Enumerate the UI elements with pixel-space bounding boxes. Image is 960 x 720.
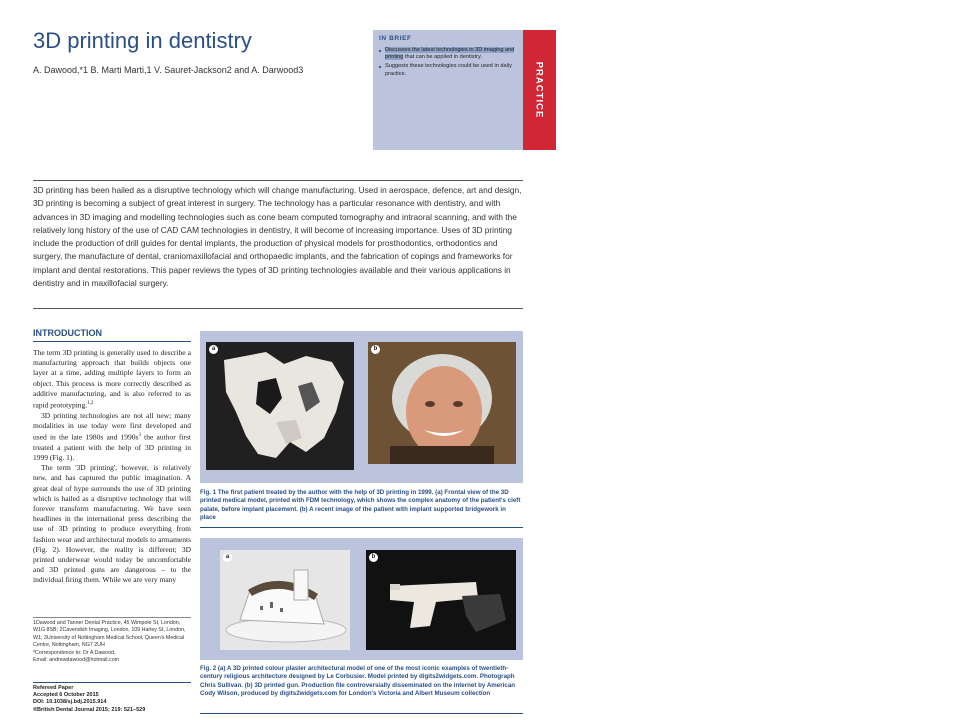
selected-text-highlight[interactable]: Discusses the latest technologies in 3D imaging and printing: [385, 47, 515, 61]
correspondence-text: *Correspondence to: Dr A Dawood,: [33, 649, 116, 656]
article-metadata: [33, 685, 191, 714]
in-brief-heading: IN BRIEF: [379, 35, 412, 42]
patient-portrait-image: [368, 342, 516, 464]
abstract-top-rule: [33, 180, 523, 181]
in-brief-list: [379, 47, 517, 78]
intro-paragraph: [33, 411, 191, 464]
figure-2-caption-rule: [200, 713, 523, 714]
in-brief-item-text: that can be applied in dentistry.: [403, 54, 482, 61]
affiliations: [33, 620, 191, 664]
section-tab-practice: [523, 30, 556, 150]
figure-1a-tag: a: [209, 345, 218, 354]
meta-refereed: Refereed Paper: [33, 685, 74, 691]
architectural-model-image: [220, 550, 350, 650]
in-brief-box: [373, 30, 523, 150]
introduction-rule: [33, 341, 191, 342]
citation-ref: 3: [138, 433, 141, 439]
intro-p1: The term 3D printing is generally used to describe a manufacturing approach that builds objects one layer at a time, adding multiple layers to form an object. This process is more correctly described as additive manufacturing, and is also referred to as rapid prototyping.: [33, 348, 191, 410]
meta-accepted: Accepted 6 October 2015: [33, 692, 99, 699]
printed-gun-image: [366, 550, 516, 650]
figure-2-caption: Fig. 2 (a) A 3D printed colour plaster architectural model of one of the most iconic examples of twentieth-century religious architecture designed by Le Corbusier. Model printed by digits2widgets.com. Photograph Chris Sullivan. (b) 3D printed gun. Production file controversially disseminated on the internet by American Cody Wilson, produced by digits2widgets.com for London's Victoria and Albert Museum collection: [200, 665, 516, 698]
figure-1-panel: [200, 331, 523, 483]
correspondence-email: Email: andrewdawood@hotmail.com: [33, 657, 120, 664]
meta-rule: [33, 682, 191, 683]
figure-2a-photo: [220, 550, 350, 650]
intro-p2: 3D printing technologies are not all new; many modalities in use today were first developed and used in the late 1980s and 1990s: [33, 410, 191, 442]
affiliation-rule: [33, 617, 191, 618]
figure-2b-photo: [366, 550, 516, 650]
article-title: 3D printing in dentistry: [33, 28, 252, 53]
figure-1b-photo: [368, 342, 516, 464]
affiliation-text: 1Dawood and Tanner Dental Practice, 45 Wimpole St, London, W1G 8SB; 2Cavendish Imaging, London, 109 Harley St, London, W1; 3University of Nottingham Medical School, Queen's Medical Centre, Nottingham, NG7 2UH: [33, 620, 186, 649]
figure-2a-tag: a: [223, 553, 232, 562]
figure-1-caption: Fig. 1 The first patient treated by the author with the help of 3D printing in 1999. (a) Frontal view of the 3D printed medical model, printed with FDM technology, which shows the complex anatomy of the patient's cleft palate, before implant placement. (b) A recent image of the patient with implant supported bridgework in place: [200, 489, 521, 522]
figure-1-caption-rule: [200, 527, 523, 528]
introduction-body: [33, 348, 191, 586]
abstract-bottom-rule: [33, 308, 523, 309]
abstract-text: 3D printing has been hailed as a disruptive technology which will change manufacturing. Used in aerospace, defence, art and design, 3D printing is becoming a subject of great interest in surgery. The technology has a particular resonance with dentistry, and with advances in 3D imaging and modelling technologies such as cone beam computed tomography and intraoral scanning, and with the relatively long history of the use of CAD CAM technologies in dentistry, it will become of increasing importance. Uses of 3D printing include the production of drill guides for dental implants, the production of physical models for prosthodontics, orthodontics and surgery, the manufacture of dental, craniomaxillofacial and orthopaedic implants, and the fabrication of copings and frameworks for implant and dental restorations. This paper reviews the types of 3D printing technologies available and their various applications in dentistry and in maxillofacial surgery.: [33, 185, 522, 289]
in-brief-item: [379, 47, 517, 61]
intro-paragraph: The term '3D printing', however, is relatively new, and has captured the public imagination. A great deal of hype surrounds the use of 3D printing which is hailed as a disruptive technology that will forever transform manufacturing. We have seen headlines in the international press describing the use of 3D printing to produce everything from fashion wear and architectural models to armaments (Fig. 2). However, the reality is different; 3D printed underwear would today be uncomfortable and 3D printed guns are dangerous – to the individual firing them. While we are very many: [33, 463, 191, 585]
figure-1a-photo: [206, 342, 354, 470]
meta-citation: ®British Dental Journal 2015; 219: 521–529: [33, 706, 146, 713]
figure-2b-tag: b: [369, 553, 378, 562]
figure-1b-tag: b: [371, 345, 380, 354]
introduction-heading: INTRODUCTION: [33, 328, 102, 338]
citation-ref: 1,2: [87, 401, 94, 407]
in-brief-item: ■ Suggests these technologies could be used in daily practice.: [379, 63, 517, 77]
meta-doi: DOI: 10.1038/sj.bdj.2015.914: [33, 699, 107, 706]
skull-model-image: [206, 342, 354, 470]
section-tab-label: PRACTICE: [533, 61, 545, 119]
intro-p2-rest: the author first treated a patient with the help of 3D printing in 1999 (Fig. 1).: [33, 432, 191, 463]
intro-paragraph: [33, 348, 191, 411]
figure-2-panel: [200, 538, 523, 660]
author-list: A. Dawood,*1 B. Marti Marti,1 V. Sauret-Jackson2 and A. Darwood3: [33, 65, 304, 75]
